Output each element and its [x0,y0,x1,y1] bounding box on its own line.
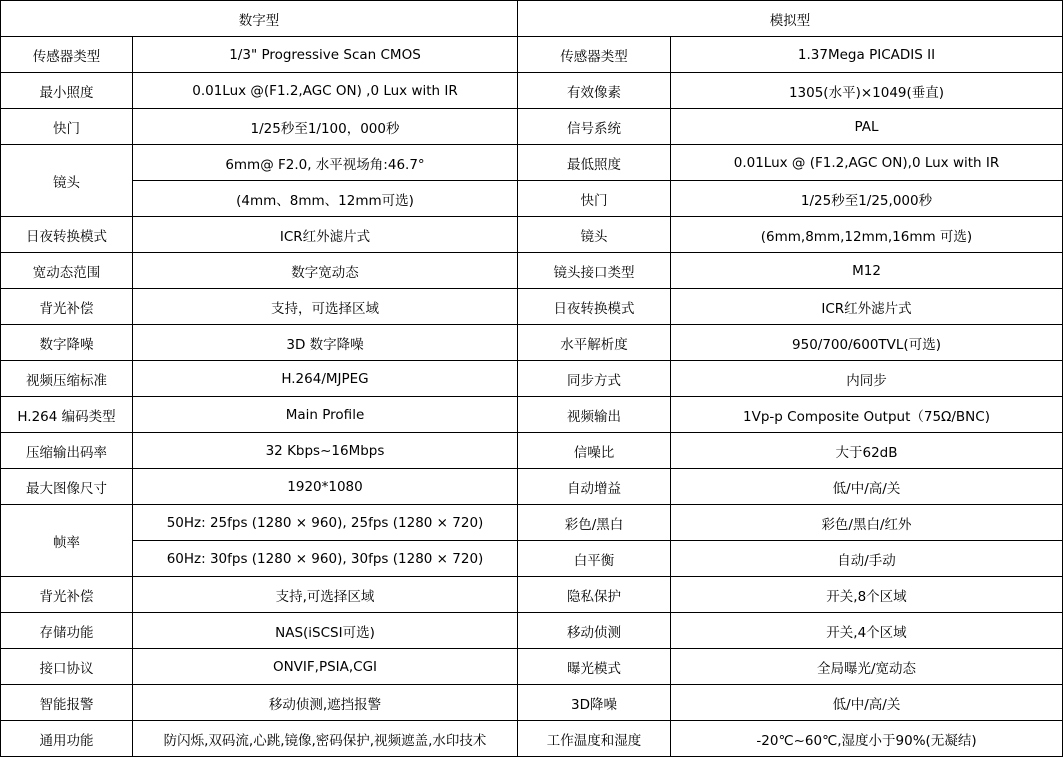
digital-label: 数字降噪 [1,325,133,361]
table-row [1,397,1063,433]
table-row [1,325,1063,361]
analog-value: 彩色/黑白/红外 [671,505,1063,541]
digital-label: 宽动态范围 [1,253,133,289]
header-row [1,1,1063,37]
digital-label: 接口协议 [1,649,133,685]
table-row [1,73,1063,109]
digital-value: 3D 数字降噪 [133,325,518,361]
analog-label: 镜头 [518,217,671,253]
digital-value: 32 Kbps~16Mbps [133,433,518,469]
analog-value: 内同步 [671,361,1063,397]
digital-value: 移动侦测,遮挡报警 [133,685,518,721]
analog-value: 低/中/高/关 [671,469,1063,505]
digital-label: 背光补偿 [1,289,133,325]
digital-label: 传感器类型 [1,37,133,73]
digital-value: 1/25秒至1/100，000秒 [133,109,518,145]
analog-label: 曝光模式 [518,649,671,685]
analog-label: 快门 [518,181,671,217]
analog-label: 同步方式 [518,361,671,397]
analog-label: 3D降噪 [518,685,671,721]
digital-label: 视频压缩标准 [1,361,133,397]
digital-label: 最小照度 [1,73,133,109]
analog-label: 最低照度 [518,145,671,181]
table-row [1,541,1063,577]
digital-value: ONVIF,PSIA,CGI [133,649,518,685]
analog-value: (6mm,8mm,12mm,16mm 可选) [671,217,1063,253]
table-row [1,433,1063,469]
digital-label: 镜头 [1,145,133,217]
table-row [1,649,1063,685]
analog-value: 低/中/高/关 [671,685,1063,721]
analog-value: -20℃~60℃,湿度小于90%(无凝结) [671,721,1063,757]
analog-value: ICR红外滤片式 [671,289,1063,325]
analog-value: 全局曝光/宽动态 [671,649,1063,685]
digital-value: 1/3" Progressive Scan CMOS [133,37,518,73]
digital-value: 支持，可选择区域 [133,289,518,325]
analog-label: 信号系统 [518,109,671,145]
analog-label: 彩色/黑白 [518,505,671,541]
digital-value: 6mm@ F2.0, 水平视场角:46.7° [133,145,518,181]
analog-value: 大于62dB [671,433,1063,469]
analog-label: 镜头接口类型 [518,253,671,289]
digital-value: 1920*1080 [133,469,518,505]
analog-label: 视频输出 [518,397,671,433]
table-row [1,253,1063,289]
analog-value: 自动/手动 [671,541,1063,577]
digital-value: 0.01Lux @(F1.2,AGC ON) ,0 Lux with IR [133,73,518,109]
table-row [1,613,1063,649]
digital-value: 防闪烁,双码流,心跳,镜像,密码保护,视频遮盖,水印技术 [133,721,518,757]
analog-value: PAL [671,109,1063,145]
digital-value: 数字宽动态 [133,253,518,289]
digital-value: Main Profile [133,397,518,433]
analog-value: M12 [671,253,1063,289]
digital-label: H.264 编码类型 [1,397,133,433]
table-row [1,505,1063,541]
analog-value: 0.01Lux @ (F1.2,AGC ON),0 Lux with IR [671,145,1063,181]
analog-label: 有效像素 [518,73,671,109]
digital-label: 存储功能 [1,613,133,649]
table-row [1,37,1063,73]
table-row [1,181,1063,217]
analog-label: 工作温度和湿度 [518,721,671,757]
analog-label: 移动侦测 [518,613,671,649]
digital-header: 数字型 [1,1,518,37]
analog-label: 白平衡 [518,541,671,577]
digital-value: ICR红外滤片式 [133,217,518,253]
analog-label: 自动增益 [518,469,671,505]
analog-label: 传感器类型 [518,37,671,73]
analog-value: 1/25秒至1/25,000秒 [671,181,1063,217]
digital-label: 通用功能 [1,721,133,757]
analog-label: 水平解析度 [518,325,671,361]
analog-value: 950/700/600TVL(可选) [671,325,1063,361]
table-row [1,289,1063,325]
analog-value: 开关,4个区域 [671,613,1063,649]
digital-value: 60Hz: 30fps (1280 × 960), 30fps (1280 × 720) [133,541,518,577]
digital-label: 快门 [1,109,133,145]
digital-label: 智能报警 [1,685,133,721]
table-row [1,469,1063,505]
table-row [1,109,1063,145]
table-row [1,145,1063,181]
analog-value: 1.37Mega PICADIS II [671,37,1063,73]
digital-value: 支持,可选择区域 [133,577,518,613]
analog-value: 1Vp-p Composite Output（75Ω/BNC) [671,397,1063,433]
digital-label: 帧率 [1,505,133,577]
table-row [1,577,1063,613]
table-row [1,217,1063,253]
analog-value: 1305(水平)×1049(垂直) [671,73,1063,109]
analog-label: 信噪比 [518,433,671,469]
digital-label: 最大图像尺寸 [1,469,133,505]
digital-value: (4mm、8mm、12mm可选) [133,181,518,217]
digital-value: 50Hz: 25fps (1280 × 960), 25fps (1280 × 720) [133,505,518,541]
analog-label: 隐私保护 [518,577,671,613]
digital-value: H.264/MJPEG [133,361,518,397]
table-row [1,685,1063,721]
analog-value: 开关,8个区域 [671,577,1063,613]
table-row [1,721,1063,757]
digital-label: 日夜转换模式 [1,217,133,253]
digital-label: 背光补偿 [1,577,133,613]
digital-value: NAS(iSCSI可选) [133,613,518,649]
table-row [1,361,1063,397]
analog-label: 日夜转换模式 [518,289,671,325]
analog-header: 模拟型 [518,1,1063,37]
digital-label: 压缩输出码率 [1,433,133,469]
